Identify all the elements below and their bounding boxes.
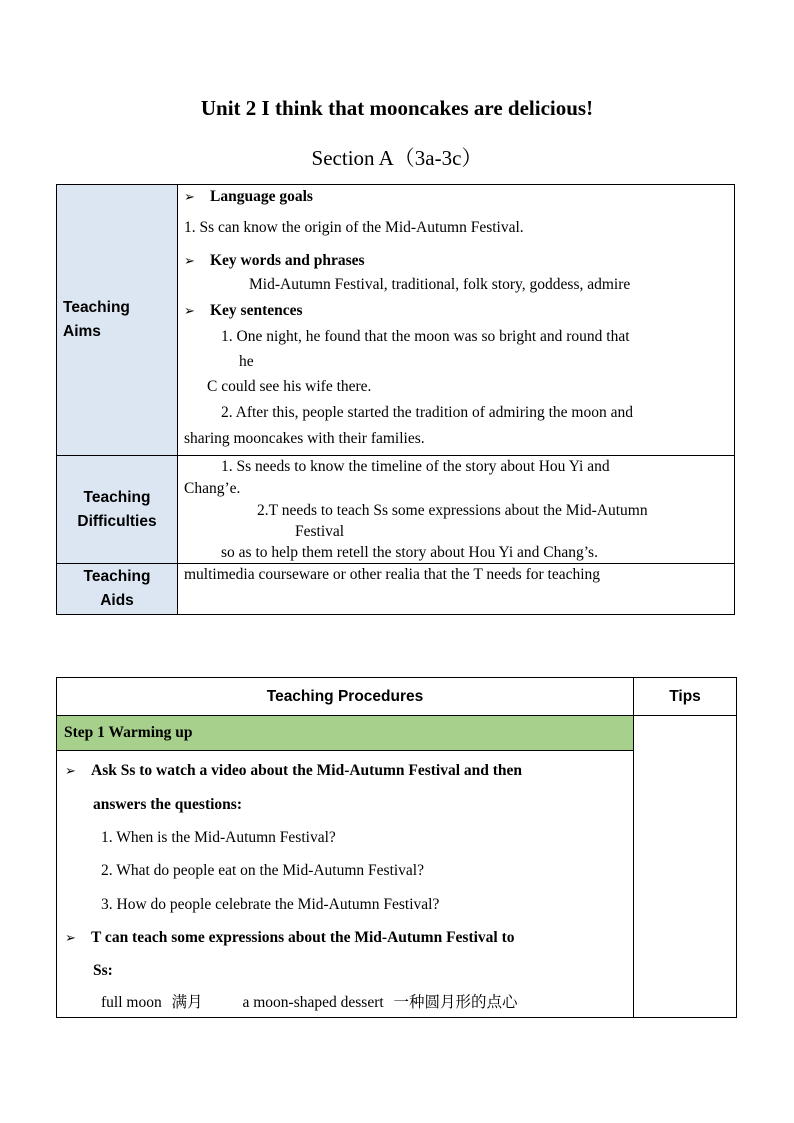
sentence-1-line1: 1. One night, he found that the moon was so bright and round that xyxy=(221,328,630,345)
difficulties-label-line1: Teaching xyxy=(83,488,151,506)
tips-header: Tips xyxy=(634,678,737,716)
key-sentences-heading: Key sentences xyxy=(210,302,303,319)
bullet-2-line1: T can teach some expressions about the Mid-Autumn Festival to xyxy=(91,929,515,946)
expression-1-zh: 满月 xyxy=(171,993,203,1011)
teaching-difficulties-label xyxy=(57,456,178,564)
difficulty-2-line1: 2.T needs to teach Ss some expressions about the Mid-Autumn xyxy=(257,502,648,519)
difficulty-2-line3: so as to help them retell the story about Hou Yi and Chang’s. xyxy=(221,544,598,561)
key-words-text: Mid-Autumn Festival, traditional, folk story, goddess, admire xyxy=(249,276,631,293)
teaching-procedures-table xyxy=(56,677,737,1018)
bullet-1-line1: Ask Ss to watch a video about the Mid-Autumn Festival and then xyxy=(91,762,523,779)
sentence-2-line1: 2. After this, people started the tradition of admiring the moon and xyxy=(221,404,633,421)
bullet-arrow-icon: ➢ xyxy=(65,931,76,946)
tips-cell xyxy=(634,716,737,1018)
sentence-2-line2: sharing mooncakes with their families. xyxy=(184,430,425,447)
sentence-1-line2: he xyxy=(239,353,254,370)
difficulties-label-line2: Difficulties xyxy=(77,512,157,530)
bullet-2-line2: Ss: xyxy=(93,962,113,979)
difficulty-2-line2: Festival xyxy=(295,523,345,540)
language-goals-heading: Language goals xyxy=(210,188,313,205)
teaching-aims-label-line2: Aims xyxy=(63,323,101,340)
document-title: Unit 2 I think that mooncakes are delicious! xyxy=(200,96,594,120)
bullet-arrow-icon: ➢ xyxy=(65,764,76,779)
question-2: 2. What do people eat on the Mid-Autumn Festival? xyxy=(101,862,424,879)
teaching-aims-content xyxy=(178,185,735,456)
procedures-header: Teaching Procedures xyxy=(57,678,634,716)
bullet-arrow-icon: ➢ xyxy=(184,190,195,205)
teaching-aims-label xyxy=(57,185,178,456)
bullet-1-line2: answers the questions: xyxy=(93,796,242,813)
section-subtitle: Section A（3a-3c） xyxy=(311,146,483,170)
teaching-aims-table xyxy=(56,184,735,615)
question-3: 3. How do people celebrate the Mid-Autumn Festival? xyxy=(101,896,440,913)
teaching-aims-label-line1: Teaching xyxy=(63,299,130,316)
teaching-difficulties-content xyxy=(178,456,735,564)
expression-1-en: full moon xyxy=(101,994,162,1011)
aids-text: multimedia courseware or other realia that the T needs for teaching xyxy=(184,566,601,583)
bullet-arrow-icon: ➢ xyxy=(184,254,195,269)
sentence-1-line3: C could see his wife there. xyxy=(207,378,372,395)
difficulty-1-line1: 1. Ss needs to know the timeline of the story about Hou Yi and xyxy=(221,458,610,475)
bullet-arrow-icon: ➢ xyxy=(184,304,195,319)
aids-label-line1: Teaching xyxy=(83,568,151,585)
question-1: 1. When is the Mid-Autumn Festival? xyxy=(101,829,336,846)
teaching-aids-label xyxy=(57,564,178,615)
expression-2-zh: 一种圆月形的点心 xyxy=(393,993,518,1011)
difficulty-1-line2: Chang’e. xyxy=(184,480,241,497)
aids-label-line2: Aids xyxy=(100,592,134,609)
expression-2-en: a moon-shaped dessert xyxy=(242,994,384,1011)
step-1-title: Step 1 Warming up xyxy=(57,716,634,751)
step-1-content xyxy=(57,751,634,1018)
language-goals-item: 1. Ss can know the origin of the Mid-Autumn Festival. xyxy=(184,219,524,236)
key-words-heading: Key words and phrases xyxy=(210,252,365,269)
teaching-aids-content xyxy=(178,564,735,615)
